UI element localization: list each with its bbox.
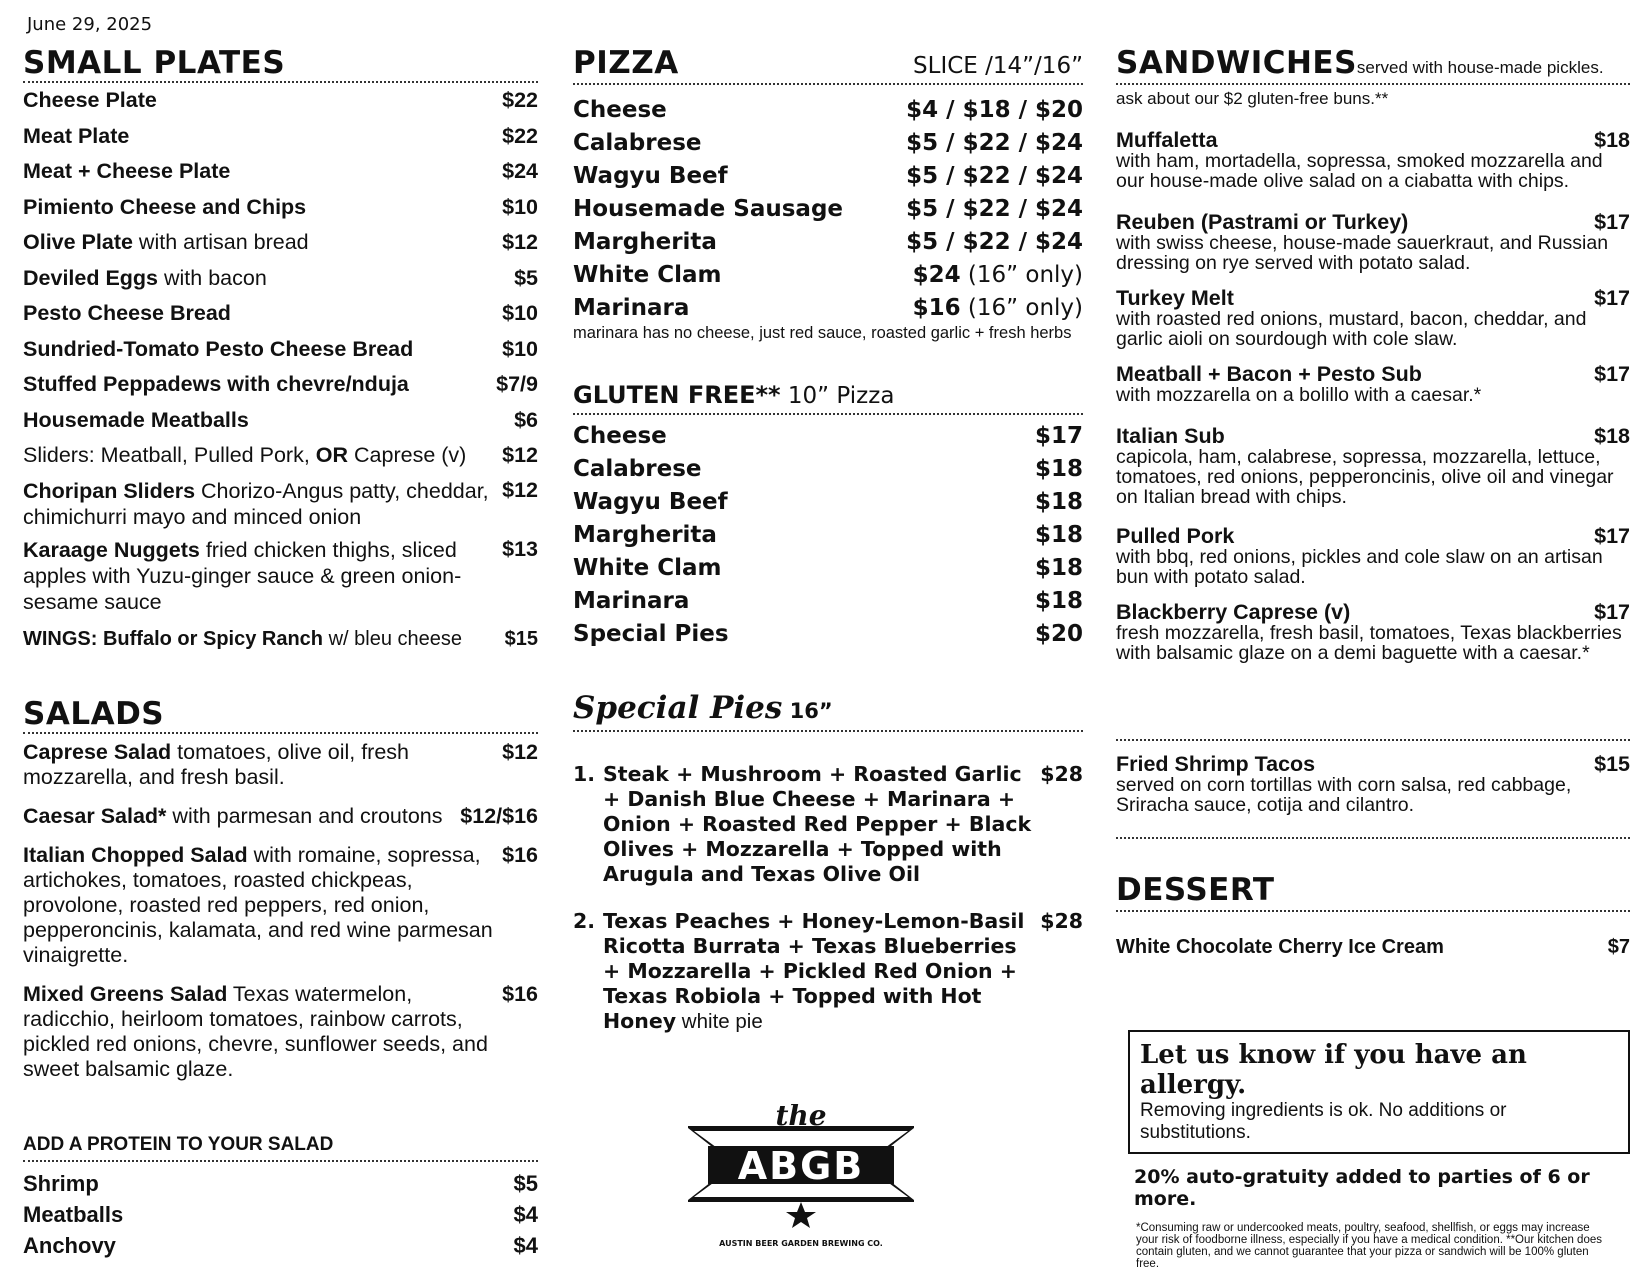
small-plates-header bbox=[23, 45, 538, 83]
list-item: Meat + Cheese Plate $24 bbox=[23, 159, 538, 184]
list-item: Italian Chopped Salad with romaine, sopressa, artichokes, tomatoes, roasted chickpeas, provolone, roasted red peppers, red onion, pepperoncinis, kalamata, and red wine parmesan vinaigrette. $16 bbox=[23, 843, 538, 967]
list-item: Shrimp $5 bbox=[23, 1170, 538, 1196]
list-item: White Clam $18 bbox=[573, 554, 1083, 581]
abgb-logo bbox=[688, 1104, 914, 1254]
list-item: Meatballs $4 bbox=[23, 1201, 538, 1227]
list-item: Deviled Eggs with bacon $5 bbox=[23, 265, 538, 290]
list-item: Calabrese $5 / $22 / $24 bbox=[573, 129, 1083, 156]
salads-header bbox=[23, 696, 538, 734]
dessert-title: DESSERT bbox=[1116, 872, 1275, 908]
menu-date: June 29, 2025 bbox=[27, 14, 153, 35]
protein-title: ADD A PROTEIN TO YOUR SALAD bbox=[23, 1134, 334, 1155]
list-item: Anchovy $4 bbox=[23, 1232, 538, 1258]
list-item: White Clam $24 (16” only) bbox=[573, 261, 1083, 288]
tacos-item: Fried Shrimp Tacos $15 served on corn tortillas with corn salsa, red cabbage, Sriracha sauce, cotija and cilantro. bbox=[1116, 752, 1630, 816]
gratuity-notice: 20% auto-gratuity added to parties of 6 or more. bbox=[1134, 1166, 1590, 1210]
list-item: Housemade Sausage $5 / $22 / $24 bbox=[573, 195, 1083, 222]
sandwiches-note: served with house-made pickles. bbox=[1356, 58, 1604, 77]
divider bbox=[1116, 739, 1630, 741]
pizza-list bbox=[573, 93, 1083, 343]
pizza-footnote: marinara has no cheese, just red sauce, roasted garlic + fresh herbs bbox=[573, 324, 1072, 342]
list-item: Meat Plate $22 bbox=[23, 123, 538, 148]
list-item: Marinara $16 (16” only) bbox=[573, 294, 1083, 321]
gluten-free-title: GLUTEN FREE** bbox=[573, 381, 781, 409]
list-item: Calabrese $18 bbox=[573, 455, 1083, 482]
list-item: White Chocolate Cherry Ice Cream $7 bbox=[1116, 936, 1630, 958]
list-item: Cheese $17 bbox=[573, 422, 1083, 449]
logo-tagline: AUSTIN BEER GARDEN BREWING CO. bbox=[719, 1239, 883, 1248]
fine-print: *Consuming raw or undercooked meats, poultry, seafood, shellfish, or eggs may increase your risk of foodborne illness, especially if you have a medical condition. **Our kitchen does contain gluten, and we cannot guarantee that your pizza or sandwich will be 100% gluten free. bbox=[1136, 1222, 1602, 1270]
gluten-free-list bbox=[573, 419, 1083, 650]
sandwiches-header bbox=[1116, 45, 1630, 85]
list-item: Margherita $5 / $22 / $24 bbox=[573, 228, 1083, 255]
middle-column bbox=[573, 45, 1083, 1034]
divider bbox=[1116, 837, 1630, 839]
list-item: Sundried-Tomato Pesto Cheese Bread $10 bbox=[23, 336, 538, 361]
salads-title: SALADS bbox=[23, 696, 165, 732]
list-item: Blackberry Caprese (v) $17 fresh mozzarella, fresh basil, tomatoes, Texas blackberries with balsamic glaze on a demi baguette with a caesar.* bbox=[1116, 600, 1630, 664]
protein-list bbox=[23, 1168, 538, 1261]
pizza-header bbox=[573, 45, 1083, 85]
list-item: Karaage Nuggets fried chicken thighs, sliced apples with Yuzu-ginger sauce & green onion-sesame sauce $13 bbox=[23, 536, 538, 614]
list-item: 1. Steak + Mushroom + Roasted Garlic + Danish Blue Cheese + Marinara + Onion + Roasted Red Pepper + Black Olives + Mozzarella + Topped with Arugula and Texas Olive Oil $28 bbox=[573, 762, 1083, 886]
list-item: Pesto Cheese Bread $10 bbox=[23, 301, 538, 326]
logo-emblem-icon bbox=[688, 1104, 914, 1254]
small-plates-title: SMALL PLATES bbox=[23, 45, 286, 81]
list-item: Cheese $4 / $18 / $20 bbox=[573, 96, 1083, 123]
list-item: Italian Sub $18 capicola, ham, calabrese, sopressa, mozzarella, lettuce, tomatoes, red onions, pepperoncinis, olive oil and vinegar on Italian bread with chips. bbox=[1116, 424, 1630, 508]
special-pies-list bbox=[573, 762, 1083, 1034]
list-item: Muffaletta $18 with ham, mortadella, sopressa, smoked mozzarella and our house-made olive salad on a ciabatta with chips. bbox=[1116, 128, 1630, 192]
list-item: Mixed Greens Salad Texas watermelon, radicchio, heirloom tomatoes, rainbow carrots, pickled red onions, chevre, sunflower seeds, and sweet balsamic glaze. $16 bbox=[23, 982, 538, 1081]
list-item: Olive Plate with artisan bread $12 bbox=[23, 230, 538, 255]
gluten-free-subtitle: 10” Pizza bbox=[780, 383, 895, 409]
special-pies-title: Special Pies bbox=[573, 690, 783, 726]
list-item: Meatball + Bacon + Pesto Sub $17 with mozzarella on a bolillo with a caesar.* bbox=[1116, 362, 1630, 406]
left-column bbox=[23, 45, 538, 1261]
dessert-header bbox=[1116, 872, 1630, 912]
protein-header bbox=[23, 1134, 538, 1162]
right-column bbox=[1116, 45, 1630, 1270]
pizza-title: PIZZA bbox=[573, 45, 679, 81]
list-item: Reuben (Pastrami or Turkey) $17 with swiss cheese, house-made sauerkraut, and Russian dressing on rye served with potato salad. bbox=[1116, 210, 1630, 274]
gluten-free-header bbox=[573, 381, 1083, 415]
list-item: Housemade Meatballs $6 bbox=[23, 407, 538, 432]
sandwiches-title: SANDWICHES bbox=[1116, 45, 1357, 81]
list-item: Special Pies $20 bbox=[573, 620, 1083, 647]
list-item: Wagyu Beef $5 / $22 / $24 bbox=[573, 162, 1083, 189]
list-item: Turkey Melt $17 with roasted red onions, mustard, bacon, cheddar, and garlic aioli on sourdough with cole slaw. bbox=[1116, 286, 1630, 350]
special-pies-size: 16” bbox=[782, 699, 833, 723]
list-item: Caesar Salad* with parmesan and croutons $12/$16 bbox=[23, 804, 538, 828]
salads-list bbox=[23, 740, 538, 1082]
list-item: Margherita $18 bbox=[573, 521, 1083, 548]
small-plates-list bbox=[23, 83, 538, 657]
list-item: Choripan Sliders Chorizo-Angus patty, cheddar, chimichurri mayo and minced onion $12 bbox=[23, 477, 538, 529]
list-item: Pulled Pork $17 with bbq, red onions, pickles and cole slaw on an artisan bun with potato salad. bbox=[1116, 524, 1630, 588]
logo-word: ABGB bbox=[737, 1144, 865, 1188]
allergy-notice: Let us know if you have an allergy. Removing ingredients is ok. No additions or substitutions. bbox=[1128, 1030, 1630, 1154]
list-item: Caprese Salad tomatoes, olive oil, fresh mozzarella, and fresh basil. $12 bbox=[23, 740, 538, 789]
list-item: Cheese Plate $22 bbox=[23, 88, 538, 113]
pizza-sizes: SLICE /14”/16” bbox=[913, 53, 1083, 79]
list-item: 2. Texas Peaches + Honey-Lemon-Basil Ricotta Burrata + Texas Blueberries + Mozzarella + Pickled Red Onion + Texas Robiola + Topped with Hot Honey white pie $28 bbox=[573, 909, 1083, 1033]
list-item: Pimiento Cheese and Chips $10 bbox=[23, 194, 538, 219]
list-item: WINGS: Buffalo or Spicy Ranch w/ bleu cheese $15 bbox=[23, 627, 538, 650]
list-item: Stuffed Peppadews with chevre/nduja $7/9 bbox=[23, 372, 538, 397]
logo-script: the bbox=[775, 1104, 827, 1132]
special-pies-header bbox=[573, 690, 1083, 732]
gluten-free-buns-note: ask about our $2 gluten-free buns.** bbox=[1116, 89, 1389, 108]
list-item: Sliders: Meatball, Pulled Pork, OR Caprese (v) $12 bbox=[23, 443, 538, 468]
list-item: Wagyu Beef $18 bbox=[573, 488, 1083, 515]
list-item: Marinara $18 bbox=[573, 587, 1083, 614]
star-icon bbox=[786, 1202, 816, 1228]
